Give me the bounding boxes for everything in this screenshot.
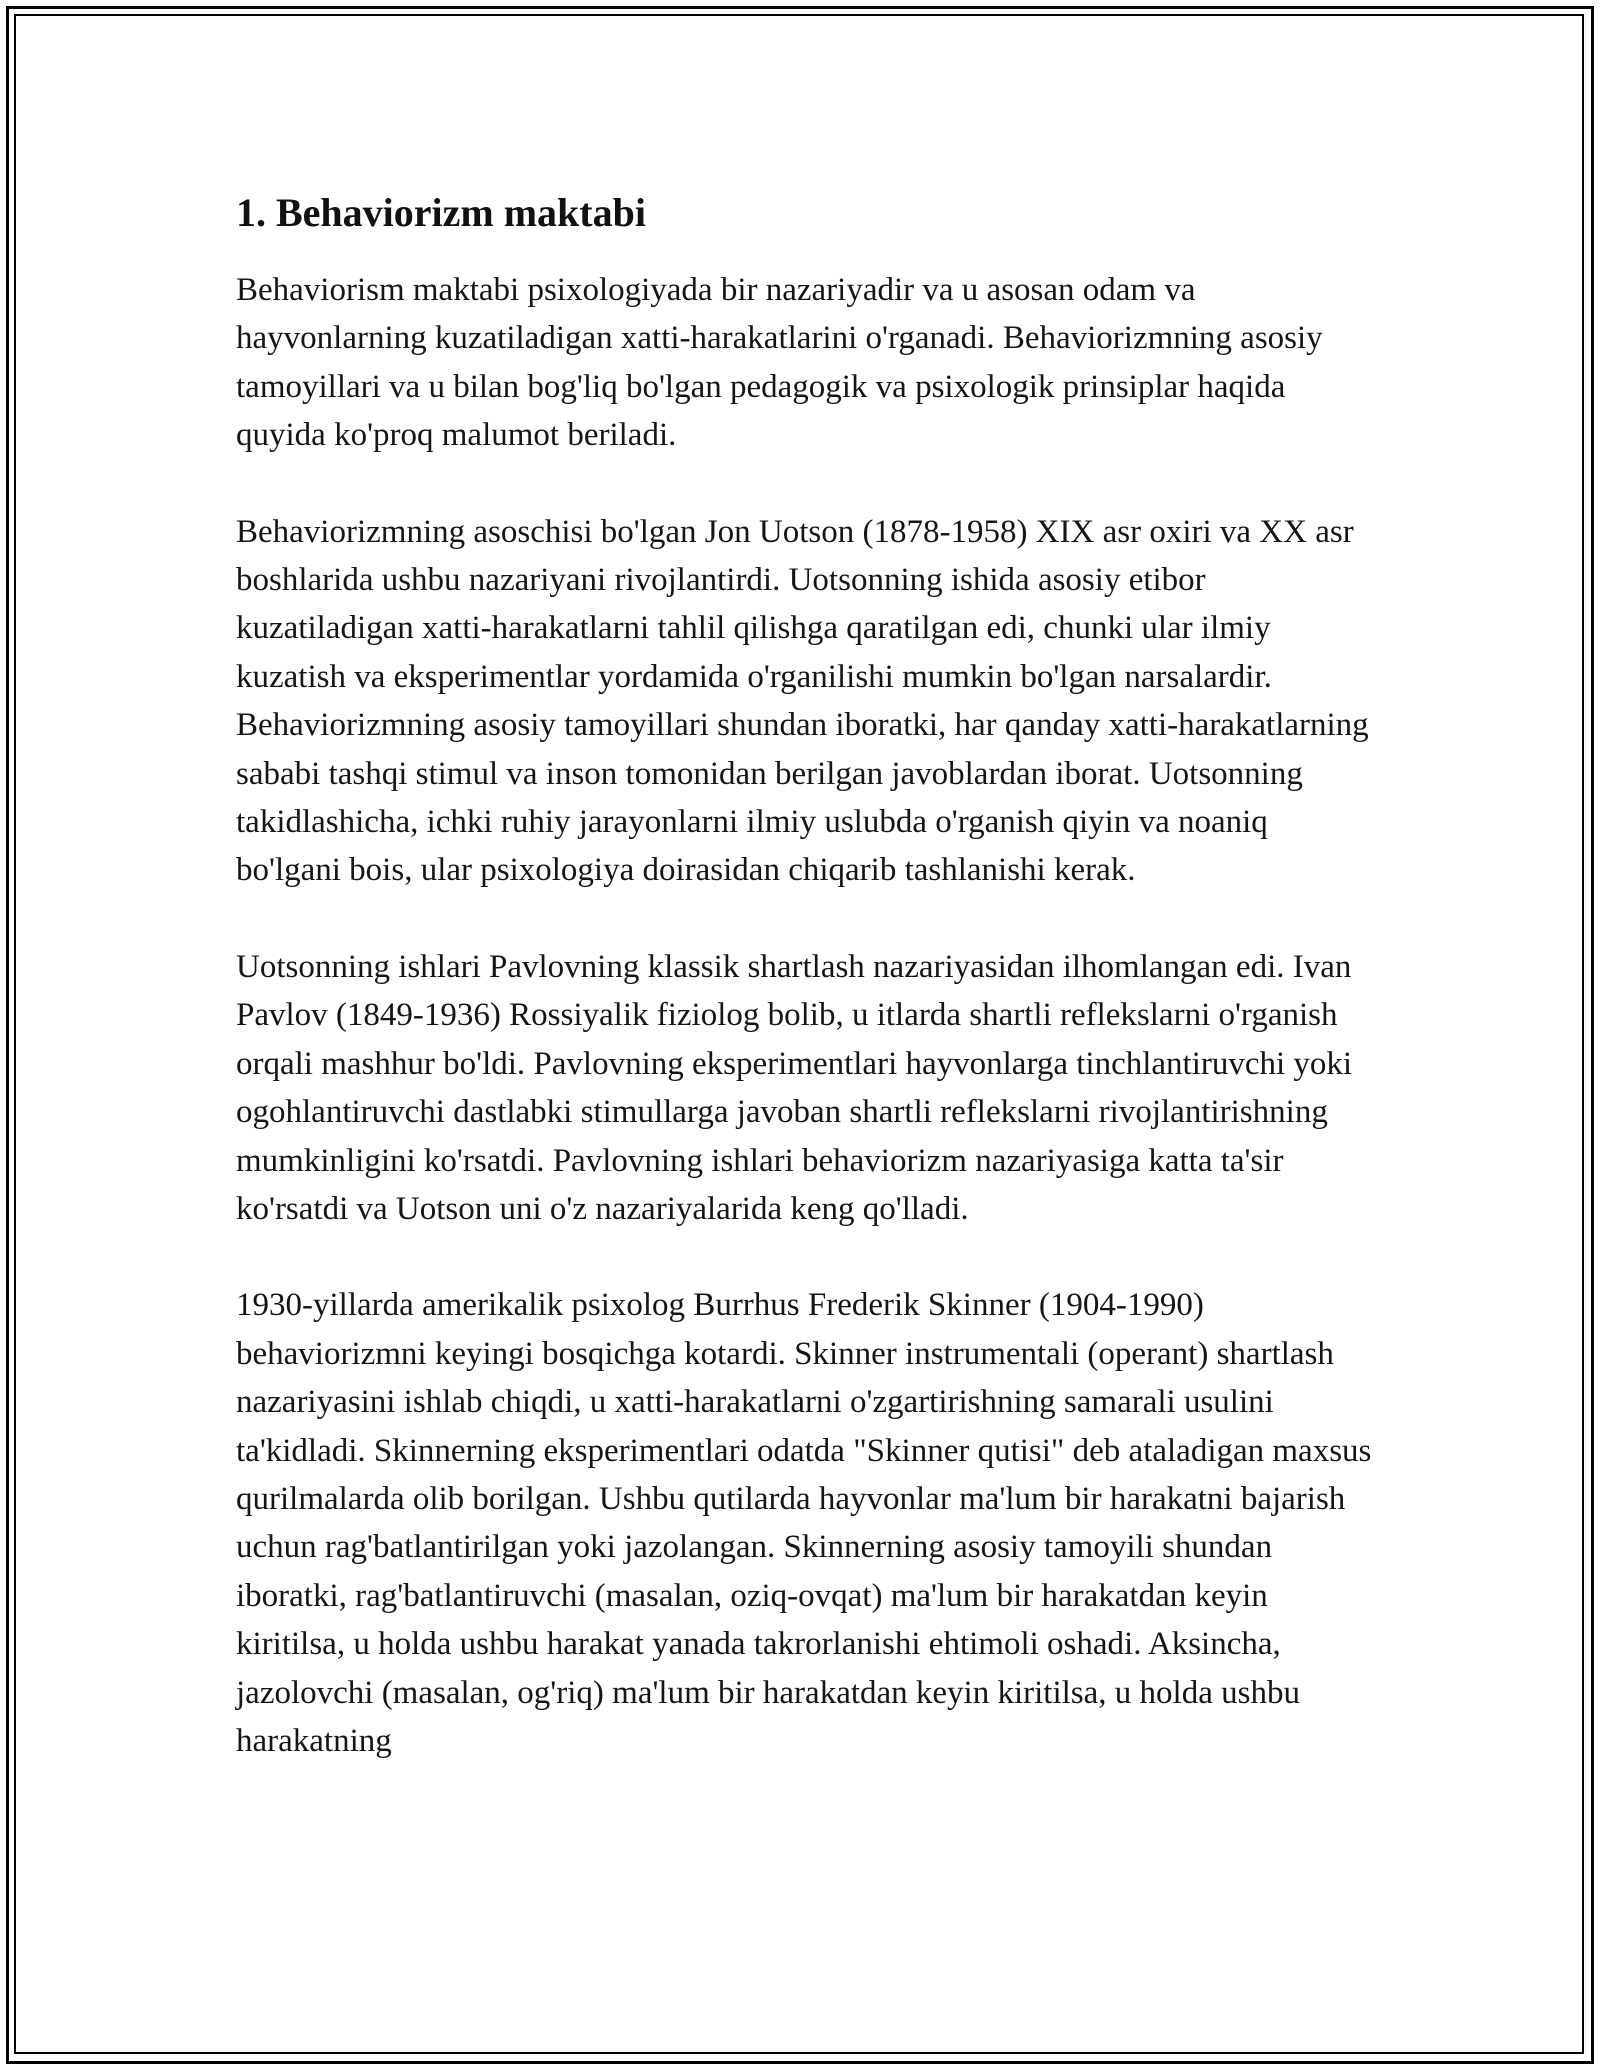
page-content [236,184,1376,1813]
paragraph-intro: Behaviorism maktabi psixologiyada bir nazariyadir va u asosan odam va hayvonlarning kuzatiladigan xatti-harakatlarini o'rganadi. Behaviorizmning asosiy tamoyillari va u bilan bog'liq bo'lgan pedagogik va psixologik prinsiplar haqida quyida ko'proq malumot beriladi. [236,272,1323,454]
paragraph-watson: Behaviorizmning asoschisi bo'lgan Jon Uotson (1878-1958) XIX asr oxiri va XX asr boshlarida ushbu nazariyani rivojlantirdi. Uotsonning ishida asosiy etibor kuzatiladigan xatti-harakatlarni tahlil qilishga qaratilgan edi, chunki ular ilmiy kuzatish va eksperimentlar yordamida o'rganilishi mumkin bo'lgan narsalardir. Behaviorizmning asosiy tamoyillari shundan iboratki, har qanday xatti-harakatlarning sababi tashqi stimul va inson tomonidan berilgan javoblardan iborat. Uotsonning takidlashicha, ichki ruhiy jarayonlarni ilmiy uslubda o'rganish qiyin va noaniq bo'lgani bois, ular psixologiya doirasidan chiqarib tashlanishi kerak. [236,513,1369,889]
paragraph-skinner: 1930-yillarda amerikalik psixolog Burrhus Frederik Skinner (1904-1990) behaviorizmni keyingi bosqichga kotardi. Skinner instrumentali (operant) shartlash nazariyasini ishlab chiqdi, u xatti-harakatlarni o'zgartirishning samarali usulini ta'kidladi. Skinnerning eksperimentlari odatda "Skinner qutisi" deb ataladigan maxsus qurilmalarda olib borilgan. Ushbu qutilarda hayvonlar ma'lum bir harakatni bajarish uchun rag'batlantirilgan yoki jazolangan. Skinnerning asosiy tamoyili shundan iboratki, rag'batlantiruvchi (masalan, oziq-ovqat) ma'lum bir harakatdan keyin kiritilsa, u holda ushbu harakat yanada takrorlanishi ehtimoli oshadi. Aksincha, jazolovchi (masalan, og'riq) ma'lum bir harakatdan keyin kiritilsa, u holda ushbu harakatning [236,1287,1372,1759]
paragraph-pavlov: Uotsonning ishlari Pavlovning klassik shartlash nazariyasidan ilhomlangan edi. Ivan Pavlov (1849-1936) Rossiyalik fiziolog bolib, u itlarda shartli reflekslarni o'rganish orqali mashhur bo'ldi. Pavlovning eksperimentlari hayvonlarga tinchlantiruvchi yoki ogohlantiruvchi dastlabki stimullarga javoban shartli reflekslarni rivojlantirishning mumkinligini ko'rsatdi. Pavlovning ishlari behaviorizm nazariyasiga katta ta'sir ko'rsatdi va Uotson uni o'z nazariyalarida keng qo'lladi. [236,948,1353,1227]
section-heading: 1. Behaviorizm maktabi [236,190,646,235]
